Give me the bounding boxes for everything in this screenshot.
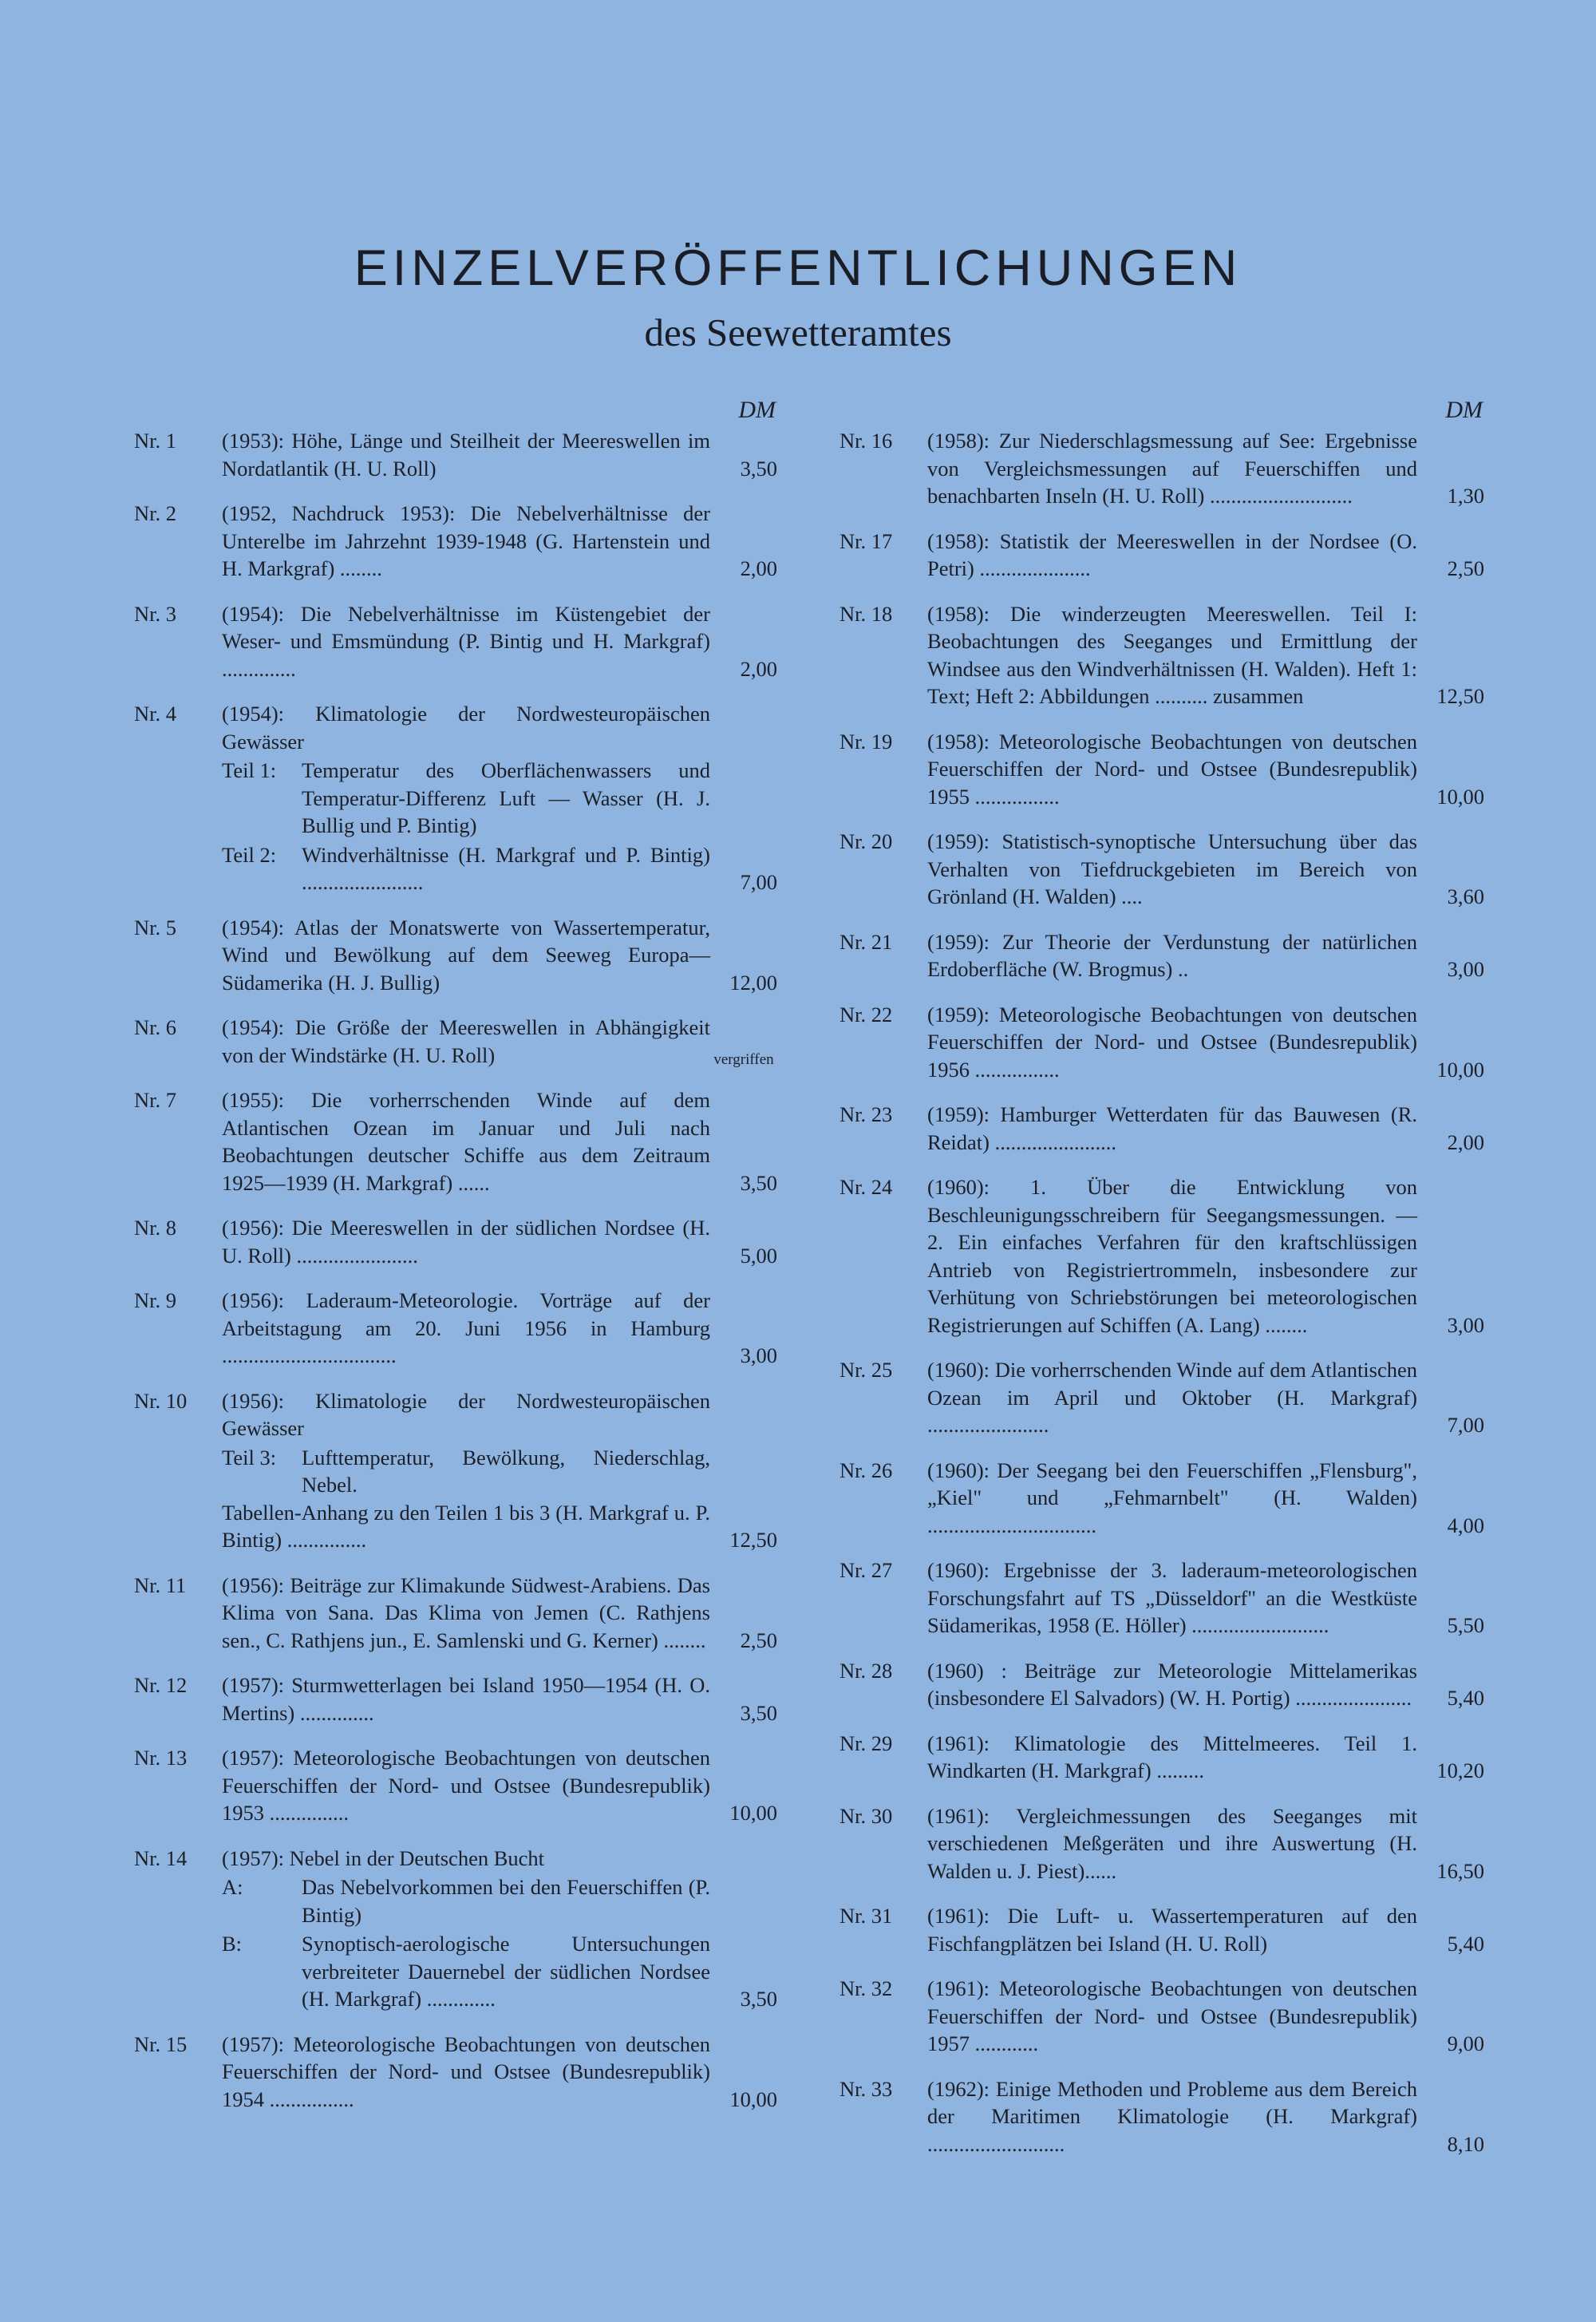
entry-subpart <box>222 757 710 840</box>
entry-price: 10,20 <box>1436 1758 1484 1782</box>
publication-entry <box>839 1356 1484 1439</box>
publication-entry <box>839 828 1484 911</box>
entry-number: Nr. 12 <box>134 1673 188 1697</box>
entry-title: (1956): Laderaum-Meteorologie. Vorträge auf der Arbeitstagung am 20. Juni 1956 in Hamburg ................................. <box>222 1288 710 1367</box>
publication-entry <box>134 700 777 896</box>
entry-text-block <box>222 1744 710 1827</box>
entry-number: Nr. 8 <box>134 1216 176 1240</box>
entry-text-block <box>222 914 710 997</box>
entry-price: 8,10 <box>1447 2131 1484 2156</box>
publication-entry <box>839 1001 1484 1084</box>
entry-title: (1954): Die Größe der Meereswellen in Abhängigkeit von der Windstärke (H. U. Roll) <box>222 1015 710 1067</box>
entry-number: Nr. 10 <box>134 1388 188 1413</box>
subpart-text: Temperatur des Oberflächenwassers und Temperatur-Differenz Luft — Wasser (H. J. Bullig und P. Bintig) <box>302 758 710 837</box>
entry-text-block <box>927 1001 1417 1084</box>
subpart-label: Teil 3: <box>222 1445 277 1470</box>
publication-entry <box>839 600 1484 710</box>
entry-title: (1959): Zur Theorie der Verdunstung der natürlichen Erdoberfläche (W. Brogmus) .. <box>927 929 1417 981</box>
publication-entry <box>839 728 1484 811</box>
entry-number: Nr. 25 <box>839 1358 893 1382</box>
publication-entry <box>134 1572 777 1655</box>
entry-number: Nr. 21 <box>839 929 893 954</box>
page-subtitle: des Seewetteramtes <box>644 311 952 354</box>
entry-price: 3,00 <box>740 1343 777 1367</box>
publication-entry <box>134 914 777 997</box>
entry-price: vergriffen <box>713 1051 774 1068</box>
entry-text-block <box>927 1730 1417 1785</box>
entry-number: Nr. 31 <box>839 1904 893 1928</box>
entry-number: Nr. 29 <box>839 1731 893 1755</box>
entry-body <box>927 1356 1484 1439</box>
entry-title: (1956): Die Meereswellen in der südlichen Nordsee (H. U. Roll) ....................... <box>222 1216 710 1268</box>
entry-body <box>927 1557 1484 1640</box>
entry-price: 5,40 <box>1447 1931 1484 1956</box>
publication-entry <box>839 1975 1484 2058</box>
publication-entry <box>839 928 1484 983</box>
entry-body <box>927 1902 1484 1957</box>
entry-body <box>927 1173 1484 1339</box>
entry-price: 4,00 <box>1447 1513 1484 1537</box>
publication-entry <box>839 1557 1484 1640</box>
entry-text-block <box>927 2075 1417 2158</box>
entry-number: Nr. 32 <box>839 1976 893 2000</box>
entry-price: 3,50 <box>740 1987 777 2011</box>
entry-price: 2,50 <box>740 1628 777 1652</box>
entry-price: 3,00 <box>1447 1312 1484 1337</box>
entry-price: 12,50 <box>729 1528 777 1552</box>
entry-body <box>927 1001 1484 1084</box>
entry-subpart <box>222 1930 710 2013</box>
entry-text-block <box>222 1572 710 1655</box>
entry-price: 3,50 <box>740 1170 777 1195</box>
entry-price: 12,50 <box>1436 684 1484 708</box>
entry-subpart <box>222 841 710 896</box>
entry-price: 10,00 <box>1436 1057 1484 1082</box>
entry-body <box>222 1671 777 1727</box>
entry-number: Nr. 13 <box>134 1746 188 1770</box>
entry-text-block <box>222 1671 710 1727</box>
entry-title: (1954): Klimatologie der Nordwesteuropäischen Gewässer <box>222 702 710 754</box>
entry-text-block <box>222 500 710 583</box>
entry-text-block <box>927 1802 1417 1885</box>
publication-entry <box>839 427 1484 510</box>
entry-title: (1961): Meteorologische Beobachtungen von deutschen Feuerschiffen der Nord- und Ostsee (Bundesrepublik) 1957 ............ <box>927 1976 1417 2055</box>
entry-body <box>222 1214 777 1269</box>
currency-header-right: DM <box>1445 397 1483 423</box>
entry-title: (1961): Klimatologie des Mittelmeeres. Teil 1. Windkarten (H. Markgraf) ......... <box>927 1731 1417 1782</box>
entry-title: (1961): Die Luft- u. Wassertemperaturen auf den Fischfangplätzen bei Island (H. U. Roll) <box>927 1904 1417 1956</box>
entry-body <box>222 500 777 583</box>
entry-body <box>927 728 1484 811</box>
publication-entry <box>134 2031 777 2114</box>
entry-price: 16,50 <box>1436 1858 1484 1883</box>
entry-price: 9,00 <box>1447 2031 1484 2055</box>
entry-body <box>927 2075 1484 2158</box>
entry-title: (1957): Nebel in der Deutschen Bucht <box>222 1845 545 1870</box>
publication-entry <box>134 1014 777 1069</box>
entry-title: (1957): Meteorologische Beobachtungen von deutschen Feuerschiffen der Nord- und Ostsee (Bundesrepublik) 1954 ................ <box>222 2031 710 2111</box>
entry-number: Nr. 5 <box>134 915 176 939</box>
currency-header-left: DM <box>738 397 776 423</box>
entry-text-block <box>222 427 710 482</box>
entry-title: (1957): Meteorologische Beobachtungen von deutschen Feuerschiffen der Nord- und Ostsee (Bundesrepublik) 1953 ............... <box>222 1746 710 1825</box>
entry-title: (1958): Die winderzeugten Meereswellen. Teil I: Beobachtungen des Seeganges und Ermittlung der Windsee aus den Windverhältnissen (H. Walden). Heft 1: Text; Heft 2: Abbildungen .......... zusammen <box>927 601 1417 708</box>
entry-price: 3,00 <box>1447 957 1484 981</box>
entry-title: (1962): Einige Methoden und Probleme aus dem Bereich der Maritimen Klimatologie (H. Markgraf) .......................... <box>927 2076 1417 2156</box>
entry-price: 7,00 <box>1447 1413 1484 1437</box>
publication-entry <box>839 2075 1484 2158</box>
entry-body <box>222 1572 777 1655</box>
entry-number: Nr. 26 <box>839 1458 893 1482</box>
entry-title: (1956): Klimatologie der Nordwesteuropäischen Gewässer <box>222 1388 710 1440</box>
entry-title: (1958): Meteorologische Beobachtungen von deutschen Feuerschiffen der Nord- und Ostsee (Bundesrepublik) 1955 ................ <box>927 729 1417 809</box>
entry-price: 2,00 <box>740 656 777 681</box>
entry-number: Nr. 7 <box>134 1088 176 1112</box>
publication-entry <box>134 1086 777 1197</box>
entry-number: Nr. 22 <box>839 1002 893 1027</box>
entry-subpart <box>222 1444 710 1499</box>
entry-text-block <box>927 1457 1417 1540</box>
subpart-label: Teil 2: <box>222 842 277 867</box>
entry-number: Nr. 20 <box>839 829 893 853</box>
entry-title: (1961): Vergleichmessungen des Seeganges mit verschiedenen Meßgeräten und ihre Auswertung (H. Walden u. J. Piest)...... <box>927 1803 1417 1883</box>
entry-number: Nr. 15 <box>134 2031 188 2056</box>
entry-body <box>927 600 1484 710</box>
entry-body <box>222 1744 777 1827</box>
entry-text-block <box>222 1287 710 1370</box>
entry-number: Nr. 16 <box>839 429 893 453</box>
entry-price: 10,00 <box>729 2087 777 2111</box>
entry-price: 3,50 <box>740 456 777 481</box>
entry-subpart <box>222 1873 710 1928</box>
entry-body <box>927 1457 1484 1540</box>
entry-number: Nr. 23 <box>839 1102 893 1126</box>
entry-text-block <box>927 1557 1417 1640</box>
publication-entry <box>134 1287 777 1370</box>
entry-number: Nr. 4 <box>134 702 176 726</box>
entry-number: Nr. 19 <box>839 729 893 754</box>
entry-title: (1952, Nachdruck 1953): Die Nebelverhältnisse der Unterelbe im Jahrzehnt 1939-1948 (G. Hartenstein und H. Markgraf) ........ <box>222 501 710 580</box>
entry-text-block <box>927 928 1417 983</box>
publication-entry <box>134 1845 777 2013</box>
entry-title: (1960) : Beiträge zur Meteorologie Mittelamerikas (insbesondere El Salvadors) (W. H. Portig) ...................... <box>927 1658 1417 1710</box>
entry-price: 1,30 <box>1447 484 1484 508</box>
publication-list-left <box>134 427 777 2113</box>
entry-text-block <box>927 528 1417 583</box>
entry-text-block <box>927 427 1417 510</box>
subpart-label: B: <box>222 1932 243 1956</box>
entry-text-block <box>222 700 710 896</box>
entry-title: (1959): Statistisch-synoptische Untersuchung über das Verhalten von Tiefdruckgebieten im Bereich von Grönland (H. Walden) .... <box>927 829 1417 908</box>
entry-note: Tabellen-Anhang zu den Teilen 1 bis 3 (H. Markgraf u. P. Bintig) ............... <box>222 1500 710 1552</box>
entry-title: (1953): Höhe, Länge und Steilheit der Meereswellen im Nordatlantik (H. U. Roll) <box>222 429 710 481</box>
entry-text-block <box>927 1101 1417 1156</box>
entry-body <box>222 2031 777 2114</box>
entry-text-block <box>927 1975 1417 2058</box>
entry-number: Nr. 33 <box>839 2076 893 2101</box>
entry-text-block <box>927 600 1417 710</box>
entry-price: 2,00 <box>1447 1129 1484 1154</box>
entry-number: Nr. 30 <box>839 1803 893 1828</box>
entry-body <box>222 427 777 482</box>
publication-entry <box>134 1744 777 1827</box>
entry-body <box>222 1387 777 1554</box>
entry-price: 5,00 <box>740 1243 777 1268</box>
publication-entry <box>839 1173 1484 1339</box>
entry-price: 2,00 <box>740 556 777 580</box>
entry-body <box>222 1287 777 1370</box>
subpart-text: Das Nebelvorkommen bei den Feuerschiffen (P. Bintig) <box>302 1875 710 1927</box>
publication-entry <box>839 1730 1484 1785</box>
entry-body <box>927 427 1484 510</box>
entry-number: Nr. 18 <box>839 601 893 626</box>
entry-body <box>927 828 1484 911</box>
entry-number: Nr. 2 <box>134 501 176 525</box>
entry-body <box>927 1657 1484 1712</box>
entry-text-block <box>927 1902 1417 1957</box>
entry-body <box>222 1845 777 2013</box>
entry-number: Nr. 27 <box>839 1558 893 1582</box>
right-column <box>839 397 1484 2175</box>
entry-number: Nr. 17 <box>839 528 893 553</box>
entry-price: 5,40 <box>1447 1686 1484 1710</box>
entry-body <box>222 700 777 896</box>
entry-text-block <box>927 828 1417 911</box>
entry-title: (1959): Meteorologische Beobachtungen von deutschen Feuerschiffen der Nord- und Ostsee (Bundesrepublik) 1956 ................ <box>927 1002 1417 1082</box>
entry-text-block <box>222 1214 710 1269</box>
entry-text-block <box>222 1845 710 2013</box>
entry-number: Nr. 28 <box>839 1658 893 1683</box>
entry-price: 3,50 <box>740 1700 777 1725</box>
entry-body <box>222 914 777 997</box>
publication-entry <box>134 600 777 683</box>
publication-entry <box>134 1387 777 1554</box>
entry-title: (1960): Ergebnisse der 3. laderaum-meteorologischen Forschungsfahrt auf TS „Düsseldorf" an die Westküste Südamerikas, 1958 (E. Höller) .......................... <box>927 1558 1417 1637</box>
entry-number: Nr. 14 <box>134 1845 188 1870</box>
entry-title: (1960): Die vorherrschenden Winde auf dem Atlantischen Ozean im April und Oktober (H. Markgraf) ....................... <box>927 1358 1417 1437</box>
entry-title: (1960): 1. Über die Entwicklung von Beschleunigungsschreibern für Seegangsmessungen. — 2. Ein einfaches Verfahren für den kraftschlüssigen Antrieb von Registriertrommeln, insbesondere zur Verhütung von Schriebstörungen bei meteorologischen Registrierungen auf Schiffen (A. Lang) ........ <box>927 1175 1417 1337</box>
publication-list-right <box>839 427 1484 2158</box>
entry-number: Nr. 11 <box>134 1572 187 1597</box>
entry-text-block <box>927 1657 1417 1712</box>
publication-entry <box>839 1802 1484 1885</box>
entry-text-block <box>222 1387 710 1554</box>
entry-price: 10,00 <box>1436 784 1484 809</box>
entry-body <box>222 1086 777 1197</box>
entry-text-block <box>927 1356 1417 1439</box>
entry-text-block <box>927 728 1417 811</box>
publication-entry <box>839 528 1484 583</box>
entry-text-block <box>222 600 710 683</box>
entry-title: (1955): Die vorherrschenden Winde auf dem Atlantischen Ozean im Januar und Juli nach Beobachtungen deutscher Schiffe aus dem Zeitraum 1925—1939 (H. Markgraf) ...... <box>222 1088 710 1195</box>
entry-price: 5,50 <box>1447 1613 1484 1637</box>
entry-text-block <box>222 2031 710 2114</box>
entry-price: 12,00 <box>729 970 777 995</box>
left-column <box>134 397 777 2130</box>
publication-entry <box>134 1671 777 1727</box>
page-title: EINZELVERÖFFENTLICHUNGEN <box>354 240 1242 296</box>
entry-number: Nr. 3 <box>134 601 176 626</box>
entry-body <box>927 1101 1484 1156</box>
entry-body <box>222 1014 777 1069</box>
entry-text-block <box>222 1086 710 1197</box>
entry-title: (1954): Atlas der Monatswerte von Wassertemperatur, Wind und Bewölkung auf dem Seeweg Europa—Südamerika (H. J. Bullig) <box>222 915 710 995</box>
publication-entry <box>134 427 777 482</box>
entry-body <box>222 600 777 683</box>
publication-entry <box>134 500 777 583</box>
entry-price: 7,00 <box>740 870 777 894</box>
publication-entry <box>839 1101 1484 1156</box>
entry-body <box>927 928 1484 983</box>
entry-number: Nr. 24 <box>839 1175 893 1199</box>
entry-body <box>927 1730 1484 1785</box>
publication-entry <box>839 1902 1484 1957</box>
entry-body <box>927 1802 1484 1885</box>
entry-number: Nr. 6 <box>134 1015 176 1039</box>
entry-price: 10,00 <box>729 1801 777 1825</box>
publication-entry <box>134 1214 777 1269</box>
entry-number: Nr. 9 <box>134 1288 176 1312</box>
entry-title: (1960): Der Seegang bei den Feuerschiffen „Flensburg", „Kiel" und „Fehmarnbelt" (H. Walden) ................................ <box>927 1458 1417 1537</box>
entry-price: 2,50 <box>1447 556 1484 580</box>
publication-entry <box>839 1457 1484 1540</box>
entry-price: 3,60 <box>1447 884 1484 908</box>
entry-title: (1957): Sturmwetterlagen bei Island 1950—1954 (H. O. Mertins) .............. <box>222 1673 710 1725</box>
entry-title: (1959): Hamburger Wetterdaten für das Bauwesen (R. Reidat) ....................... <box>927 1102 1417 1154</box>
entry-text-block <box>927 1173 1417 1339</box>
entry-title: (1954): Die Nebelverhältnisse im Küstengebiet der Weser- und Emsmündung (P. Bintig und H. Markgraf) .............. <box>222 601 710 681</box>
subpart-label: A: <box>222 1875 243 1899</box>
subpart-label: Teil 1: <box>222 758 277 782</box>
subpart-text: Synoptisch-aerologische Untersuchungen verbreiteter Dauernebel der südlichen Nordsee (H. Markgraf) ............. <box>302 1932 710 2011</box>
entry-text-block <box>222 1014 710 1069</box>
entry-title: (1958): Zur Niederschlagsmessung auf See: Ergebnisse von Vergleichsmessungen auf Feuerschiffen und benachbarten Inseln (H. U. Roll) ........................... <box>927 429 1417 508</box>
publication-entry <box>839 1657 1484 1712</box>
entry-body <box>927 1975 1484 2058</box>
entry-body <box>927 528 1484 583</box>
entry-title: (1958): Statistik der Meereswellen in der Nordsee (O. Petri) ..................... <box>927 528 1417 580</box>
subpart-text: Windverhältnisse (H. Markgraf und P. Bintig) ....................... <box>302 842 710 894</box>
entry-number: Nr. 1 <box>134 429 176 453</box>
entry-title: (1956): Beiträge zur Klimakunde Südwest-Arabiens. Das Klima von Sana. Das Klima von Jemen (C. Rathjens sen., C. Rathjens jun., E. Samlenski und G. Kerner) ........ <box>222 1572 710 1652</box>
subpart-text: Lufttemperatur, Bewölkung, Niederschlag, Nebel. <box>302 1445 710 1497</box>
